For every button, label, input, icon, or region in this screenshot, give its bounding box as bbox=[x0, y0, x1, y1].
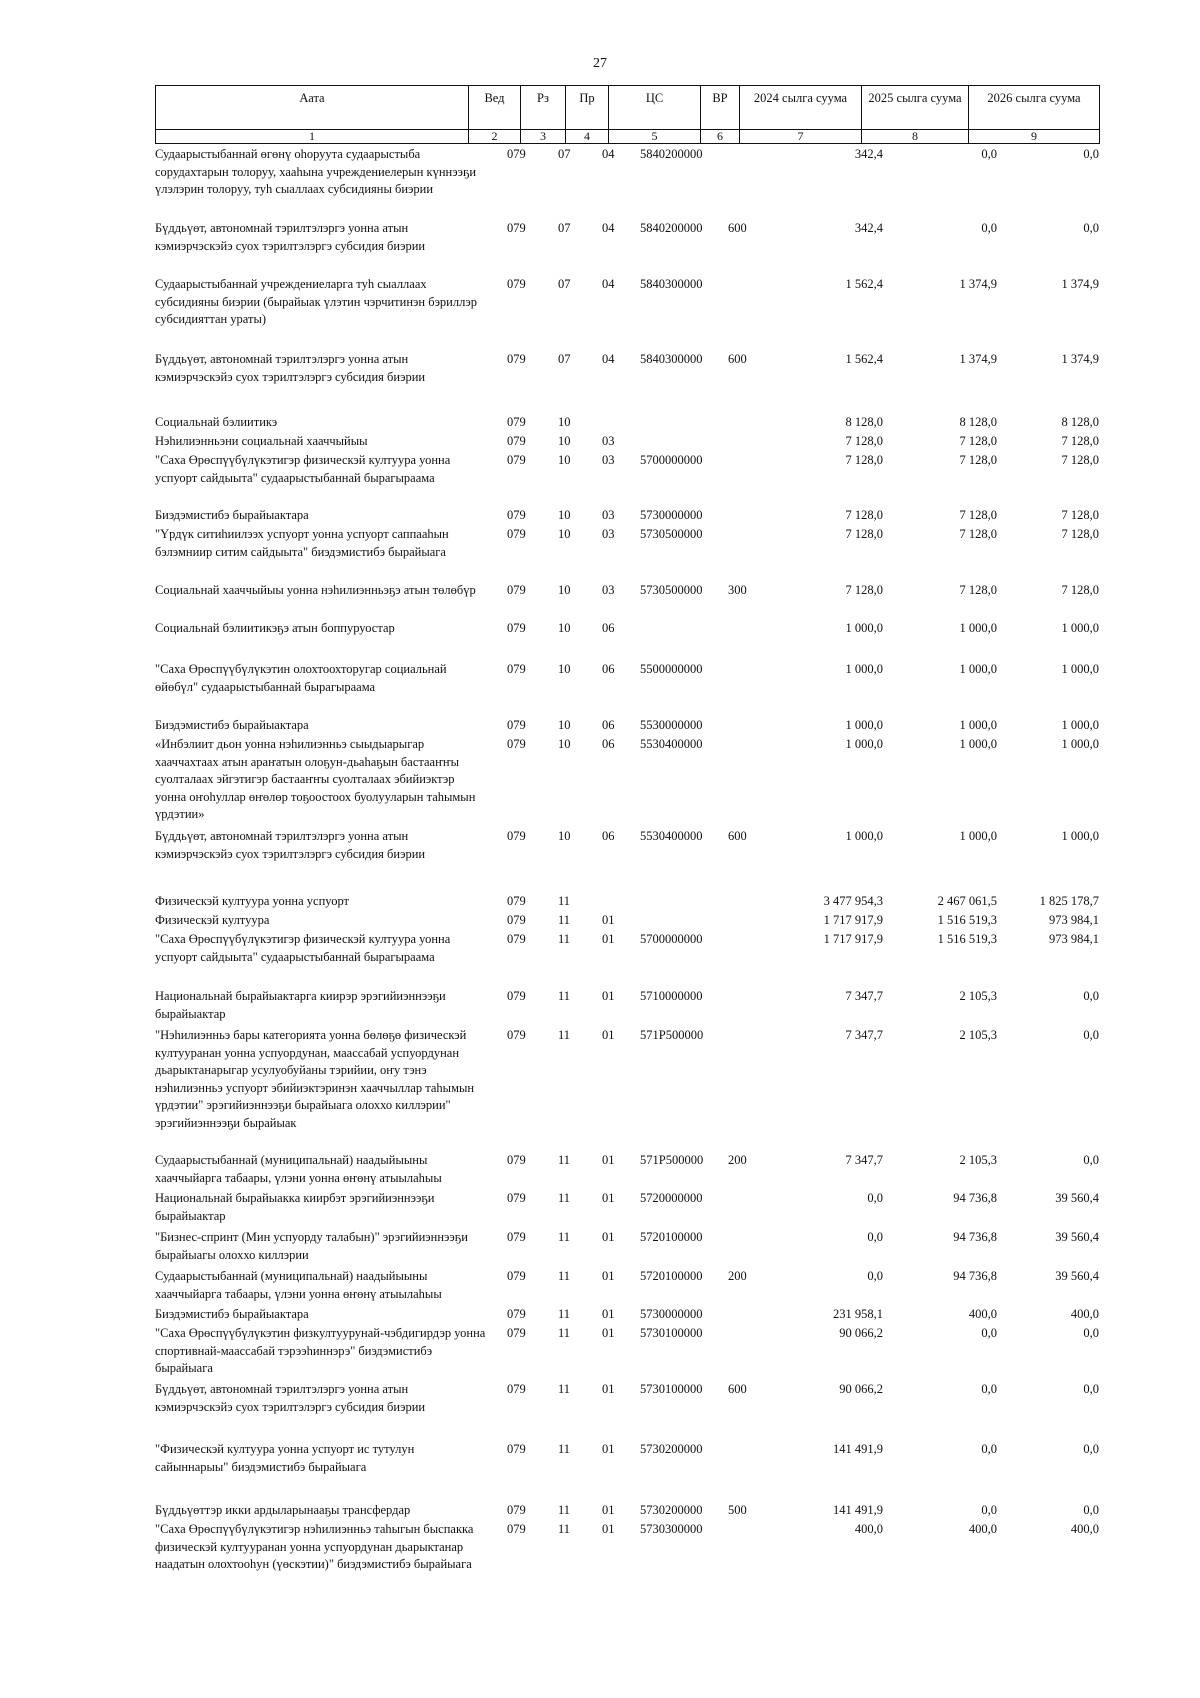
row-2025: 0,0 bbox=[981, 1326, 997, 1340]
row-name: "Нэһилиэнньэ бары категорията уонна бөлөҕө физическэй култууранан уонна успуордунан, маассабай успуордунан дьарыктанарыгар усулуобуйаны тэрийии, оҥу тэнэ нэһилиэнньэ успуорт эбийиэктэринэн хааччыллар таһымын үрдэтии" эрэгийиэннээҕи бырайыага олоххо киллэрии" эрэгийиэннээҕи бырайыак bbox=[155, 1028, 475, 1130]
row-pr: 04 bbox=[602, 352, 615, 366]
row-ved: 079 bbox=[507, 277, 526, 291]
row-2024: 1 000,0 bbox=[845, 621, 883, 635]
row-2025: 0,0 bbox=[981, 1442, 997, 1456]
row-rz: 10 bbox=[558, 662, 571, 676]
column-number: 4 bbox=[566, 130, 609, 144]
row-2024: 7 128,0 bbox=[845, 583, 883, 597]
row-vr: 300 bbox=[728, 583, 747, 597]
row-2024: 1 562,4 bbox=[845, 277, 883, 291]
row-name: Судаарыстыбаннай учреждениеларга туһ сыаллаах субсидияны биэрии (бырайыак үлэтин чэрчитинэн бэриллэр субсидияттан ураты) bbox=[155, 277, 477, 326]
row-rz: 11 bbox=[558, 1503, 571, 1517]
row-ved: 079 bbox=[507, 1230, 526, 1244]
row-pr: 03 bbox=[602, 527, 615, 541]
row-rz: 11 bbox=[558, 1326, 571, 1340]
header-vr: ВР bbox=[701, 86, 740, 130]
row-cs: 5730500000 bbox=[640, 583, 703, 597]
column-number: 1 bbox=[156, 130, 469, 144]
row-rz: 11 bbox=[558, 1522, 571, 1536]
row-2024: 141 491,9 bbox=[833, 1442, 883, 1456]
row-2025: 1 516 519,3 bbox=[937, 932, 997, 946]
row-name: Биэдэмистибэ бырайыактара bbox=[155, 508, 309, 522]
row-2025: 1 000,0 bbox=[959, 662, 997, 676]
row-vr: 200 bbox=[728, 1153, 747, 1167]
row-vr: 200 bbox=[728, 1269, 747, 1283]
row-pr: 06 bbox=[602, 737, 615, 751]
row-rz: 10 bbox=[558, 434, 571, 448]
row-ved: 079 bbox=[507, 913, 526, 927]
row-2025: 0,0 bbox=[981, 1382, 997, 1396]
row-2026: 7 128,0 bbox=[1061, 527, 1099, 541]
row-2025: 1 516 519,3 bbox=[937, 913, 997, 927]
row-2024: 0,0 bbox=[867, 1269, 883, 1283]
row-rz: 11 bbox=[558, 932, 571, 946]
row-cs: 5710000000 bbox=[640, 989, 703, 1003]
row-name: "Үрдүк ситиһиилээх успуорт уонна успуорт саппааһын бэлэмниир ситим сайдыыта" биэдэмистибэ бырайыага bbox=[155, 527, 449, 559]
row-rz: 10 bbox=[558, 718, 571, 732]
row-pr: 06 bbox=[602, 718, 615, 732]
row-name: Биэдэмистибэ бырайыактара bbox=[155, 1307, 309, 1321]
row-2024: 1 562,4 bbox=[845, 352, 883, 366]
row-2026: 7 128,0 bbox=[1061, 583, 1099, 597]
row-cs: 571P500000 bbox=[640, 1028, 704, 1042]
row-2025: 7 128,0 bbox=[959, 434, 997, 448]
row-ved: 079 bbox=[507, 662, 526, 676]
row-pr: 01 bbox=[602, 1269, 615, 1283]
row-2026: 1 000,0 bbox=[1061, 737, 1099, 751]
row-2025: 0,0 bbox=[981, 221, 997, 235]
row-pr: 01 bbox=[602, 1326, 615, 1340]
row-pr: 01 bbox=[602, 1028, 615, 1042]
row-ved: 079 bbox=[507, 718, 526, 732]
row-2026: 0,0 bbox=[1083, 147, 1099, 161]
row-name: "Саха Өрөспүүбүлүкэтигэр физическэй култуура уонна успуорт сайдыыта" судаарыстыбаннай бырагыраама bbox=[155, 932, 451, 964]
row-2025: 0,0 bbox=[981, 147, 997, 161]
row-2024: 7 128,0 bbox=[845, 508, 883, 522]
row-rz: 10 bbox=[558, 415, 571, 429]
row-pr: 03 bbox=[602, 453, 615, 467]
row-2026: 1 000,0 bbox=[1061, 718, 1099, 732]
row-ved: 079 bbox=[507, 737, 526, 751]
row-cs: 5730000000 bbox=[640, 1307, 703, 1321]
column-number: 7 bbox=[740, 130, 862, 144]
row-2025: 1 000,0 bbox=[959, 718, 997, 732]
row-2026: 7 128,0 bbox=[1061, 453, 1099, 467]
row-2024: 7 347,7 bbox=[845, 989, 883, 1003]
row-pr: 03 bbox=[602, 583, 615, 597]
row-2025: 7 128,0 bbox=[959, 527, 997, 541]
row-ved: 079 bbox=[507, 1307, 526, 1321]
row-cs: 5720100000 bbox=[640, 1230, 703, 1244]
row-2024: 400,0 bbox=[854, 1522, 883, 1536]
column-number: 2 bbox=[469, 130, 521, 144]
row-ved: 079 bbox=[507, 527, 526, 541]
row-2026: 7 128,0 bbox=[1061, 434, 1099, 448]
row-name: Нэһилиэнньэни социальнай хааччыйыы bbox=[155, 434, 368, 448]
row-rz: 10 bbox=[558, 737, 571, 751]
row-2025: 2 467 061,5 bbox=[937, 894, 997, 908]
row-rz: 11 bbox=[558, 1153, 571, 1167]
row-2025: 7 128,0 bbox=[959, 453, 997, 467]
row-2024: 0,0 bbox=[867, 1191, 883, 1205]
row-rz: 11 bbox=[558, 1269, 571, 1283]
row-rz: 07 bbox=[558, 147, 571, 161]
row-rz: 11 bbox=[558, 989, 571, 1003]
row-pr: 01 bbox=[602, 913, 615, 927]
row-ved: 079 bbox=[507, 1153, 526, 1167]
row-2024: 1 000,0 bbox=[845, 829, 883, 843]
row-2026: 39 560,4 bbox=[1055, 1191, 1099, 1205]
row-name: Бүддьүөт, автономнай тэрилтэлэргэ уонна атын кэмиэрчэскэйэ суох тэрилтэлэргэ субсидия биэрии bbox=[155, 829, 426, 861]
row-name: «Инбэлиит дьон уонна нэһилиэнньэ сыыдыарыгар хааччахтаах атын араҥатын олоҕун-дьаһаҕын бастааҥҥы суолталаах эйгэтигэр бастааҥҥы суолталаах эбийиэктэр уонна оҥоһуллар өҥөлөр тоҕоостоох буолууларын таһымын үрдэтии» bbox=[155, 737, 476, 821]
row-pr: 06 bbox=[602, 621, 615, 635]
row-cs: 5730000000 bbox=[640, 508, 703, 522]
row-cs: 5720100000 bbox=[640, 1269, 703, 1283]
row-ved: 079 bbox=[507, 1382, 526, 1396]
row-name: Социальнай хааччыйыы уонна нэһилиэнньэҕэ атын төлөбүр bbox=[155, 583, 476, 597]
row-2025: 1 000,0 bbox=[959, 621, 997, 635]
row-2024: 141 491,9 bbox=[833, 1503, 883, 1517]
row-2024: 7 128,0 bbox=[845, 453, 883, 467]
row-name: Бүддьүөттэр икки ардыларынааҕы трансфердар bbox=[155, 1503, 411, 1517]
row-rz: 11 bbox=[558, 1382, 571, 1396]
row-2026: 0,0 bbox=[1083, 1382, 1099, 1396]
row-vr: 600 bbox=[728, 352, 747, 366]
row-2025: 7 128,0 bbox=[959, 583, 997, 597]
row-cs: 5730100000 bbox=[640, 1326, 703, 1340]
header-name: Аата bbox=[156, 86, 469, 130]
row-cs: 5840300000 bbox=[640, 352, 703, 366]
row-rz: 11 bbox=[558, 894, 571, 908]
row-name: Бүддьүөт, автономнай тэрилтэлэргэ уонна атын кэмиэрчэскэйэ суох тэрилтэлэргэ субсидия биэрии bbox=[155, 352, 426, 384]
page-number: 27 bbox=[593, 56, 607, 71]
row-ved: 079 bbox=[507, 434, 526, 448]
row-ved: 079 bbox=[507, 352, 526, 366]
row-2024: 3 477 954,3 bbox=[823, 894, 883, 908]
row-2026: 0,0 bbox=[1083, 1028, 1099, 1042]
row-rz: 11 bbox=[558, 1191, 571, 1205]
row-rz: 10 bbox=[558, 527, 571, 541]
row-2025: 2 105,3 bbox=[959, 989, 997, 1003]
row-2024: 1 000,0 bbox=[845, 737, 883, 751]
row-name: Судаарыстыбаннай (муниципальнай) наадыйыыны хааччыйарга табаары, үлэни уонна өҥөнү атыылаһыы bbox=[155, 1269, 442, 1301]
row-2024: 7 347,7 bbox=[845, 1153, 883, 1167]
header-rz: Рз bbox=[521, 86, 566, 130]
row-cs: 5730500000 bbox=[640, 527, 703, 541]
row-2026: 973 984,1 bbox=[1049, 932, 1099, 946]
row-2026: 39 560,4 bbox=[1055, 1230, 1099, 1244]
row-cs: 5730300000 bbox=[640, 1522, 703, 1536]
row-2026: 0,0 bbox=[1083, 1153, 1099, 1167]
row-ved: 079 bbox=[507, 829, 526, 843]
row-name: "Саха Өрөспүүбүлүкэтин олохтоохторугар социальнай өйөбүл" судаарыстыбаннай бырагыраама bbox=[155, 662, 447, 694]
row-ved: 079 bbox=[507, 1442, 526, 1456]
row-2024: 231 958,1 bbox=[833, 1307, 883, 1321]
row-2025: 7 128,0 bbox=[959, 508, 997, 522]
header-2025: 2025 сылга суума bbox=[862, 86, 969, 130]
row-rz: 07 bbox=[558, 277, 571, 291]
header-ved: Вед bbox=[469, 86, 521, 130]
row-2026: 1 374,9 bbox=[1061, 277, 1099, 291]
row-rz: 10 bbox=[558, 453, 571, 467]
row-ved: 079 bbox=[507, 1191, 526, 1205]
row-2025: 1 000,0 bbox=[959, 829, 997, 843]
column-number-row bbox=[156, 130, 1100, 144]
row-vr: 500 bbox=[728, 1503, 747, 1517]
column-number: 5 bbox=[609, 130, 701, 144]
row-rz: 10 bbox=[558, 621, 571, 635]
row-rz: 11 bbox=[558, 913, 571, 927]
row-cs: 5500000000 bbox=[640, 662, 703, 676]
row-2024: 90 066,2 bbox=[839, 1326, 883, 1340]
row-vr: 600 bbox=[728, 1382, 747, 1396]
row-pr: 03 bbox=[602, 434, 615, 448]
row-rz: 07 bbox=[558, 221, 571, 235]
row-name: "Физическэй култуура уонна успуорт ис тутулун сайыннарыы" биэдэмистибэ бырайыага bbox=[155, 1442, 415, 1474]
row-ved: 079 bbox=[507, 583, 526, 597]
row-name: Бүддьүөт, автономнай тэрилтэлэргэ уонна атын кэмиэрчэскэйэ суох тэрилтэлэргэ субсидия биэрии bbox=[155, 1382, 426, 1414]
header-cs: ЦС bbox=[609, 86, 701, 130]
row-pr: 06 bbox=[602, 662, 615, 676]
row-cs: 5530400000 bbox=[640, 737, 703, 751]
row-pr: 06 bbox=[602, 829, 615, 843]
row-2026: 1 000,0 bbox=[1061, 829, 1099, 843]
row-2025: 1 000,0 bbox=[959, 737, 997, 751]
row-2026: 0,0 bbox=[1083, 1503, 1099, 1517]
row-2026: 8 128,0 bbox=[1061, 415, 1099, 429]
row-2025: 1 374,9 bbox=[959, 352, 997, 366]
row-2024: 1 000,0 bbox=[845, 718, 883, 732]
row-pr: 01 bbox=[602, 1503, 615, 1517]
row-ved: 079 bbox=[507, 1028, 526, 1042]
row-2026: 0,0 bbox=[1083, 989, 1099, 1003]
row-2024: 8 128,0 bbox=[845, 415, 883, 429]
header-2024: 2024 сылга суума bbox=[740, 86, 862, 130]
row-cs: 5720000000 bbox=[640, 1191, 703, 1205]
row-cs: 5730100000 bbox=[640, 1382, 703, 1396]
row-pr: 01 bbox=[602, 989, 615, 1003]
row-rz: 11 bbox=[558, 1028, 571, 1042]
row-name: Биэдэмистибэ бырайыактара bbox=[155, 718, 309, 732]
row-name: "Бизнес-спринт (Мин успуорду талабын)" эрэгийиэннээҕи бырайыагы олоххо киллэрии bbox=[155, 1230, 468, 1262]
column-number: 3 bbox=[521, 130, 566, 144]
row-cs: 5730200000 bbox=[640, 1442, 703, 1456]
row-rz: 11 bbox=[558, 1230, 571, 1244]
table-header bbox=[155, 85, 1100, 144]
row-2026: 0,0 bbox=[1083, 221, 1099, 235]
row-ved: 079 bbox=[507, 415, 526, 429]
row-rz: 07 bbox=[558, 352, 571, 366]
row-cs: 5730200000 bbox=[640, 1503, 703, 1517]
row-pr: 01 bbox=[602, 1191, 615, 1205]
row-pr: 01 bbox=[602, 1442, 615, 1456]
row-name: Бүддьүөт, автономнай тэрилтэлэргэ уонна атын кэмиэрчэскэйэ суох тэрилтэлэргэ субсидия биэрии bbox=[155, 221, 426, 253]
row-2026: 1 825 178,7 bbox=[1039, 894, 1099, 908]
row-ved: 079 bbox=[507, 1269, 526, 1283]
row-2024: 0,0 bbox=[867, 1230, 883, 1244]
row-2026: 973 984,1 bbox=[1049, 913, 1099, 927]
row-ved: 079 bbox=[507, 932, 526, 946]
row-pr: 01 bbox=[602, 1230, 615, 1244]
row-pr: 03 bbox=[602, 508, 615, 522]
row-cs: 5840300000 bbox=[640, 277, 703, 291]
row-pr: 01 bbox=[602, 1307, 615, 1321]
row-cs: 5840200000 bbox=[640, 221, 703, 235]
row-cs: 5700000000 bbox=[640, 932, 703, 946]
row-name: Национальнай бырайыактарга киирэр эрэгийиэннээҕи бырайыактар bbox=[155, 989, 446, 1021]
row-2026: 1 000,0 bbox=[1061, 621, 1099, 635]
row-name: "Саха Өрөспүүбүлүкэтигэр нэһилиэнньэ таһыгын быспакка физическэй култууранан уонна успуордунан дьарыктанар наадатын олохтооһун (үөскэтии)" биэдэмистибэ бырайыага bbox=[155, 1522, 474, 1571]
row-2026: 39 560,4 bbox=[1055, 1269, 1099, 1283]
row-pr: 01 bbox=[602, 932, 615, 946]
row-rz: 10 bbox=[558, 829, 571, 843]
row-2026: 7 128,0 bbox=[1061, 508, 1099, 522]
row-2025: 400,0 bbox=[968, 1307, 997, 1321]
row-name: "Саха Өрөспүүбүлүкэтигэр физическэй култуура уонна успуорт сайдыыта" судаарыстыбаннай бырагыраама bbox=[155, 453, 451, 485]
row-name: Социальнай бэлиитикэ bbox=[155, 415, 278, 429]
row-2026: 1 374,9 bbox=[1061, 352, 1099, 366]
row-2025: 94 736,8 bbox=[953, 1230, 997, 1244]
row-2024: 7 128,0 bbox=[845, 434, 883, 448]
row-ved: 079 bbox=[507, 1326, 526, 1340]
row-rz: 10 bbox=[558, 583, 571, 597]
row-ved: 079 bbox=[507, 1522, 526, 1536]
row-2026: 0,0 bbox=[1083, 1442, 1099, 1456]
column-number: 6 bbox=[701, 130, 740, 144]
row-pr: 04 bbox=[602, 221, 615, 235]
row-pr: 01 bbox=[602, 1153, 615, 1167]
row-2025: 2 105,3 bbox=[959, 1028, 997, 1042]
row-name: "Саха Өрөспүүбүлүкэтин физкултуурунай-чэбдигирдэр уонна спортивнай-маассабай тэрээһиннэрэ" биэдэмистибэ бырайыага bbox=[155, 1326, 486, 1375]
row-pr: 04 bbox=[602, 147, 615, 161]
row-2024: 7 347,7 bbox=[845, 1028, 883, 1042]
column-number: 8 bbox=[862, 130, 969, 144]
row-ved: 079 bbox=[507, 894, 526, 908]
row-2025: 8 128,0 bbox=[959, 415, 997, 429]
row-2026: 400,0 bbox=[1070, 1522, 1099, 1536]
row-name: Судаарыстыбаннай (муниципальнай) наадыйыыны хааччыйарга табаары, үлэни уонна өҥөнү атыылаһыы bbox=[155, 1153, 442, 1185]
row-name: Физическэй култуура уонна успуорт bbox=[155, 894, 349, 908]
row-2025: 1 374,9 bbox=[959, 277, 997, 291]
row-2025: 94 736,8 bbox=[953, 1191, 997, 1205]
row-2024: 7 128,0 bbox=[845, 527, 883, 541]
row-cs: 571P500000 bbox=[640, 1153, 704, 1167]
row-name: Национальнай бырайыакка киирбэт эрэгийиэннээҕи бырайыактар bbox=[155, 1191, 435, 1223]
row-cs: 5840200000 bbox=[640, 147, 703, 161]
row-2026: 1 000,0 bbox=[1061, 662, 1099, 676]
row-rz: 11 bbox=[558, 1307, 571, 1321]
row-2026: 0,0 bbox=[1083, 1326, 1099, 1340]
row-ved: 079 bbox=[507, 989, 526, 1003]
row-cs: 5530000000 bbox=[640, 718, 703, 732]
row-2025: 0,0 bbox=[981, 1503, 997, 1517]
header-row bbox=[156, 86, 1100, 130]
row-2024: 1 717 917,9 bbox=[823, 932, 883, 946]
row-2025: 400,0 bbox=[968, 1522, 997, 1536]
row-vr: 600 bbox=[728, 829, 747, 843]
row-pr: 01 bbox=[602, 1382, 615, 1396]
row-ved: 079 bbox=[507, 508, 526, 522]
row-name: Социальнай бэлиитикэҕэ атын боппуруостар bbox=[155, 621, 395, 635]
row-2024: 342,4 bbox=[854, 221, 883, 235]
row-ved: 079 bbox=[507, 1503, 526, 1517]
row-ved: 079 bbox=[507, 453, 526, 467]
row-rz: 11 bbox=[558, 1442, 571, 1456]
row-2024: 90 066,2 bbox=[839, 1382, 883, 1396]
header-pr: Пр bbox=[566, 86, 609, 130]
row-2026: 400,0 bbox=[1070, 1307, 1099, 1321]
row-cs: 5700000000 bbox=[640, 453, 703, 467]
column-number: 9 bbox=[969, 130, 1100, 144]
row-name: Физическэй култуура bbox=[155, 913, 270, 927]
row-pr: 01 bbox=[602, 1522, 615, 1536]
row-pr: 04 bbox=[602, 277, 615, 291]
row-cs: 5530400000 bbox=[640, 829, 703, 843]
row-ved: 079 bbox=[507, 147, 526, 161]
row-2024: 342,4 bbox=[854, 147, 883, 161]
row-ved: 079 bbox=[507, 621, 526, 635]
header-2026: 2026 сылга суума bbox=[969, 86, 1100, 130]
row-rz: 10 bbox=[558, 508, 571, 522]
row-2025: 2 105,3 bbox=[959, 1153, 997, 1167]
row-2024: 1 000,0 bbox=[845, 662, 883, 676]
row-name: Судаарыстыбаннай өгөнү оһоруута судаарыстыба сорудахтарын толоруу, хааһына учреждениелерын күннээҕи үлэлэрин толоруу, туһ сыаллаах субсидияны биэрии bbox=[155, 147, 477, 196]
row-2025: 94 736,8 bbox=[953, 1269, 997, 1283]
row-2024: 1 717 917,9 bbox=[823, 913, 883, 927]
row-vr: 600 bbox=[728, 221, 747, 235]
row-ved: 079 bbox=[507, 221, 526, 235]
